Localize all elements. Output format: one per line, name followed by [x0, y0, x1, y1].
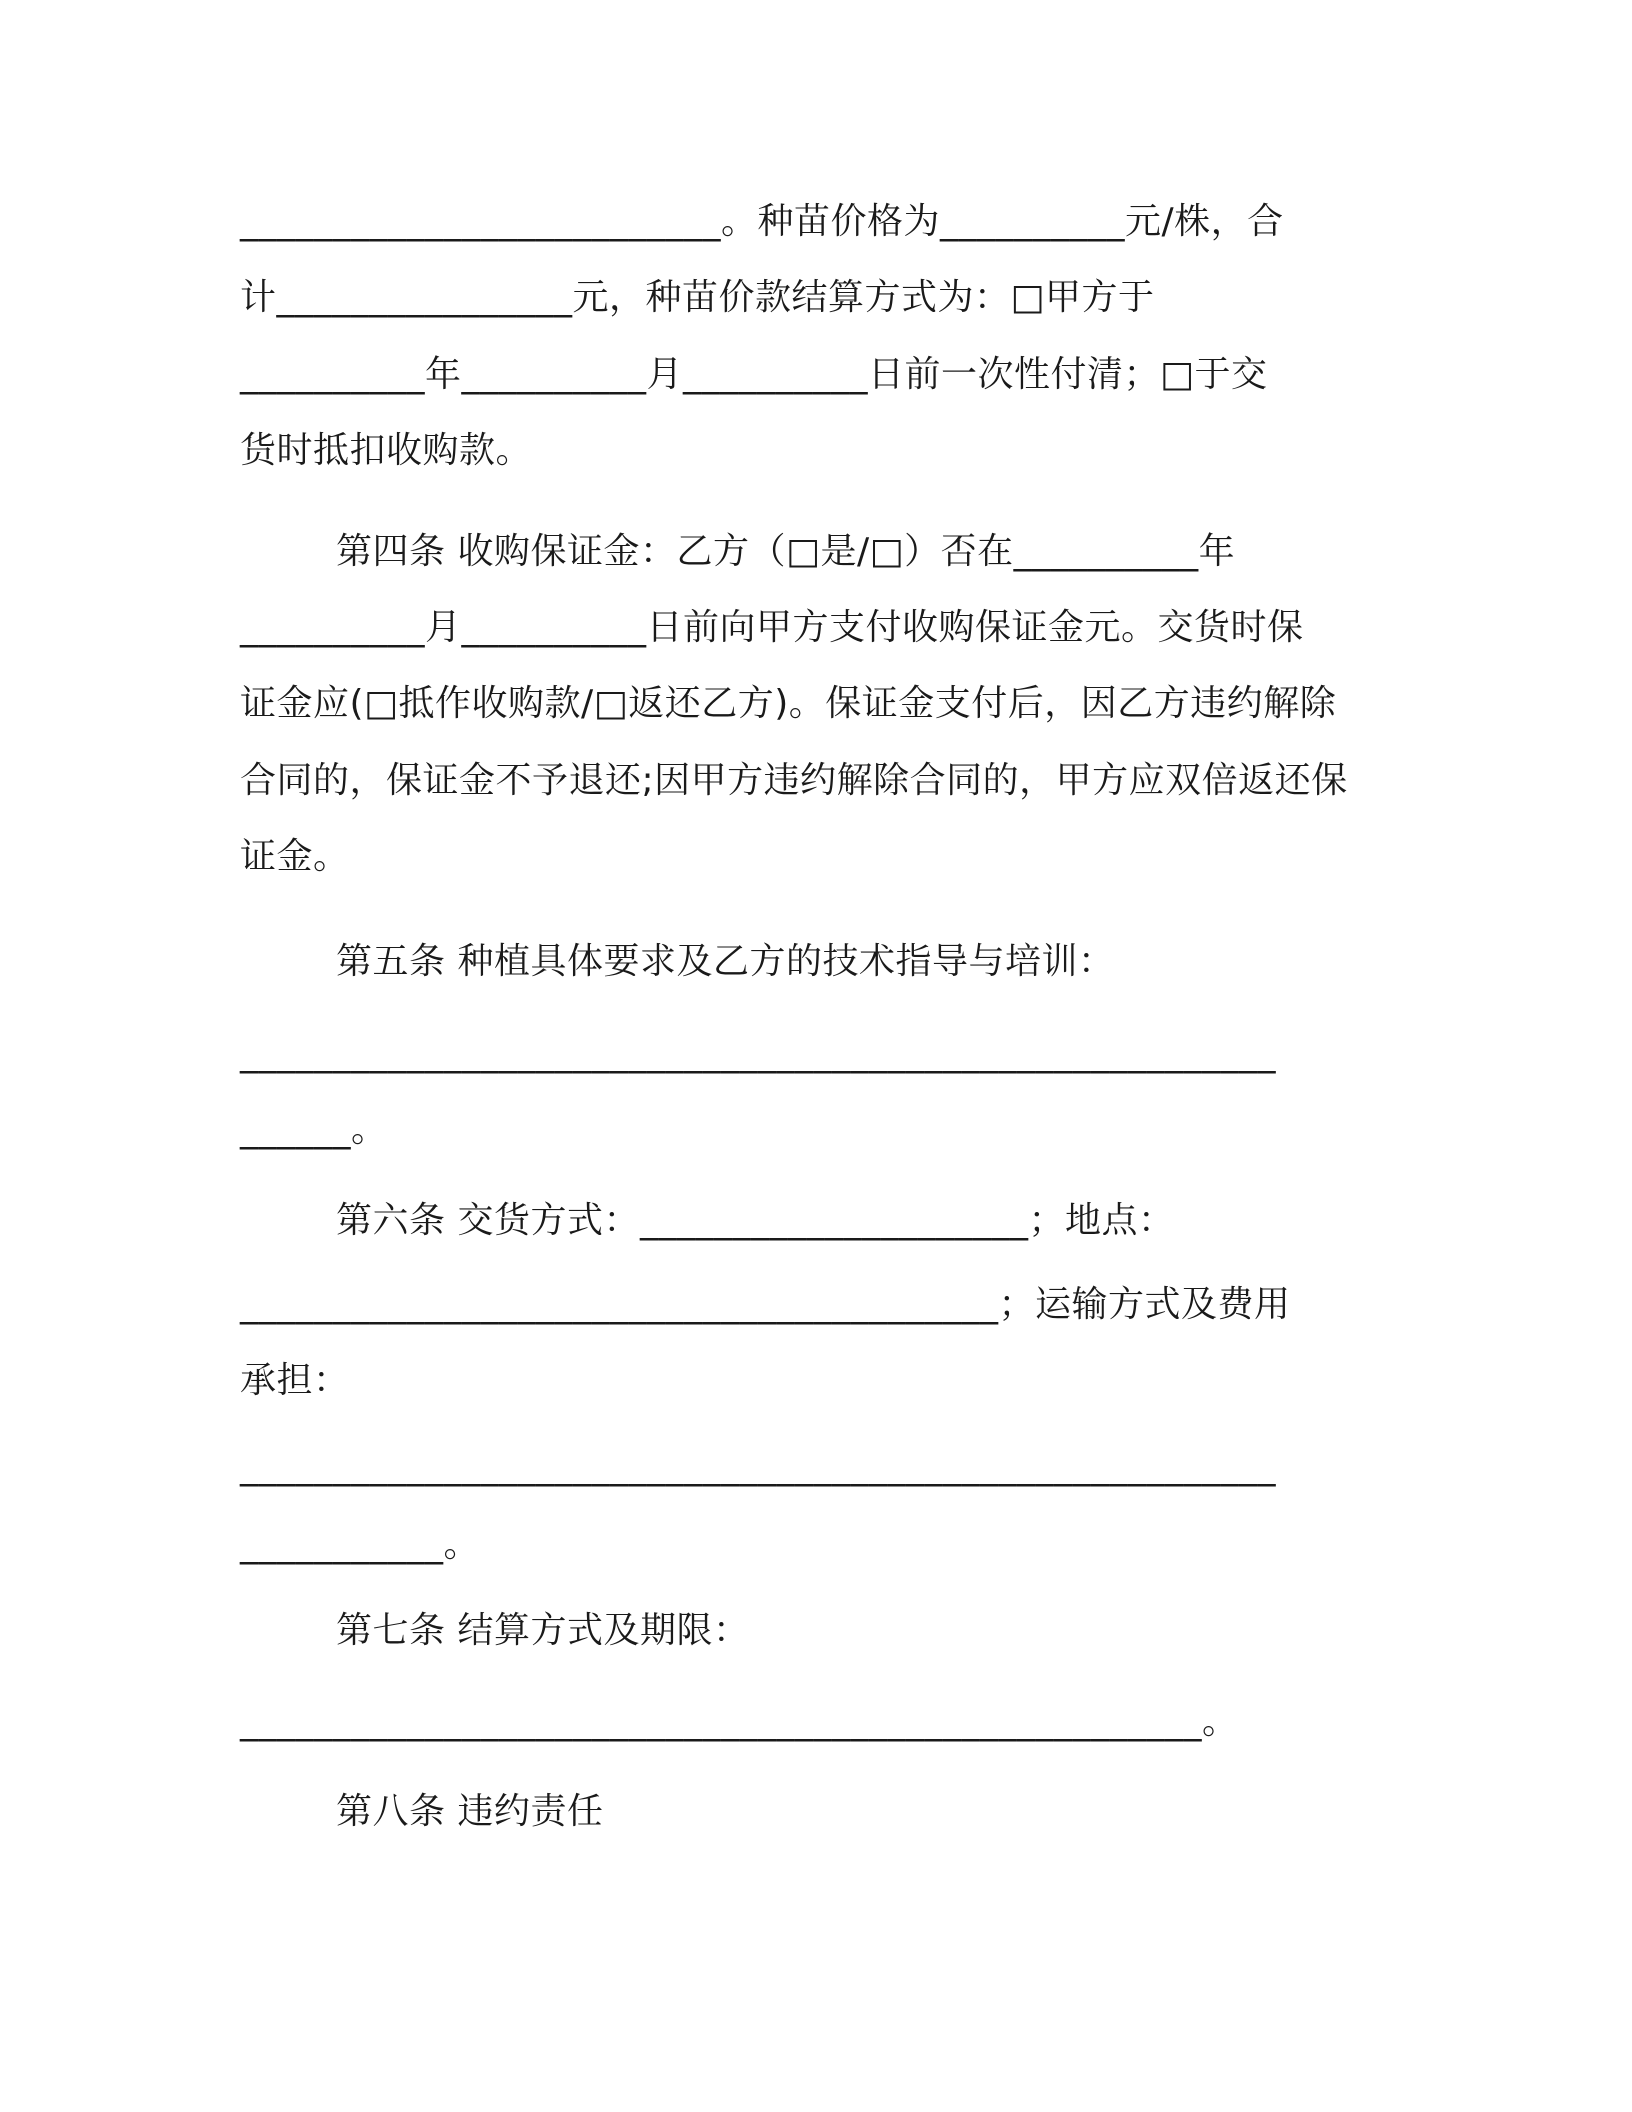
- text-line: 证金应(□抵作收购款/□返还乙方)。保证金支付后，因乙方违约解除: [240, 683, 1337, 724]
- text-line: 货时抵扣收购款。: [240, 430, 533, 471]
- document-page: [240, 0, 1380, 2112]
- blank-line: ________________________________________________________: [240, 1033, 1276, 1074]
- article-4-heading: 第四条 收购保证金：乙方（□是/□）否在__________年: [336, 531, 1236, 572]
- text-line: __________月__________日前向甲方支付收购保证金元。交货时保: [240, 607, 1304, 648]
- article-8-heading: 第八条 违约责任: [336, 1791, 604, 1832]
- article-7-heading: 第七条 结算方式及期限：: [336, 1610, 750, 1651]
- text-line: __________年__________月__________日前一次性付清；□于交: [240, 354, 1268, 395]
- text-line: 承担：: [240, 1360, 350, 1401]
- blank-line: ___________。: [240, 1524, 481, 1565]
- text-line: __________________________。种苗价格为__________元/株，合: [240, 201, 1284, 242]
- article-6-heading: 第六条 交货方式：_____________________；地点：: [336, 1200, 1175, 1241]
- text-line: 计________________元，种苗价款结算方式为：□甲方于: [240, 277, 1155, 318]
- blank-line: ____________________________________________________。: [240, 1701, 1239, 1742]
- text-line: 证金。: [240, 836, 350, 877]
- text-line: _________________________________________；运输方式及费用: [240, 1284, 1291, 1325]
- blank-line: ______。: [240, 1109, 388, 1150]
- article-5-heading: 第五条 种植具体要求及乙方的技术指导与培训：: [336, 941, 1115, 982]
- blank-line: ________________________________________________________: [240, 1446, 1276, 1487]
- text-line: 合同的，保证金不予退还;因甲方违约解除合同的，甲方应双倍返还保: [240, 760, 1348, 801]
